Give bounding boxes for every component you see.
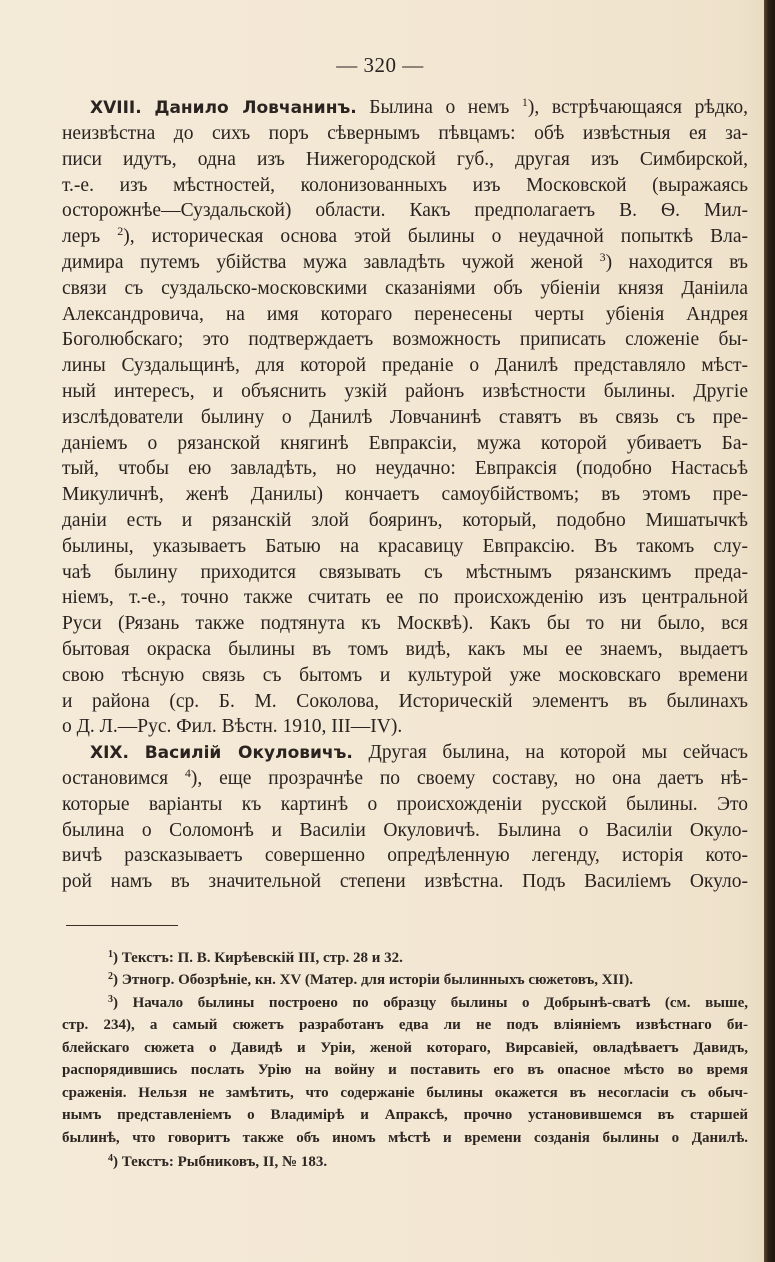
footnote-text: ) Этногр. Обозрѣніе, кн. XV (Матер. для исторіи былинныхъ сюжетовъ, XII).: [113, 972, 633, 988]
footnote-mark: 4: [108, 1153, 113, 1164]
footnote-line: сраженія. Нельзя не замѣтить, что содержаніе былины окажется въ несогласіи съ обыч-: [62, 1085, 748, 1101]
text-line: о Д. Л.—Рус. Фил. Вѣстн. 1910, III—IV).: [62, 716, 403, 737]
text-span: ) находится въ: [605, 252, 749, 273]
text-line: ніемъ, т.-е., точно также считать ее по происхожденію изъ центральной: [62, 587, 748, 608]
text-line: связи съ суздальско-московскими сказаніями объ убіеніи князя Даніила: [62, 278, 748, 299]
section-heading-title: Василій Окуловичъ.: [144, 743, 353, 763]
footnote-ref[interactable]: 4: [184, 766, 191, 780]
text-span: ), еще прозрачнѣе по своему составу, но она даетъ нѣ-: [190, 768, 748, 789]
footnote-text: ) Текстъ: Рыбниковъ, II, № 183.: [113, 1154, 328, 1170]
text-span: ), встрѣчающаяся рѣдко,: [527, 97, 748, 118]
footnote-line: распорядившись послать Урію на войну и поставить его въ опасное мѣсто во время: [62, 1062, 748, 1078]
text-line: бытовая окраска былины въ томъ видѣ, какъ мы ее знаемъ, выдаетъ: [62, 639, 748, 660]
text-line: былина о Соломонѣ и Василіи Окуловичѣ. Былина о Василіи Окуло-: [62, 820, 748, 841]
text-line: [62, 224, 748, 250]
footnote-line: былинѣ, что говоритъ также объ иномъ мѣстѣ и времени созданія былины о Данилѣ.: [62, 1130, 748, 1146]
text-line: Микуличнѣ, женѣ Данилы) кончаетъ самоубійствомъ; въ этомъ пре-: [62, 484, 748, 505]
text-line: изслѣдователи былину о Данилѣ Ловчанинѣ ставятъ въ связь съ пре-: [62, 407, 748, 428]
text-line: рой намъ въ значительной степени извѣстна. Подъ Василіемъ Окуло-: [62, 871, 748, 892]
footnote: [108, 969, 748, 991]
footnote: [108, 992, 748, 1014]
text-line: даніемъ о рязанской княгинѣ Евпраксіи, мужа которой убиваетъ Ба-: [62, 433, 748, 454]
footnote-text: ) Текстъ: П. В. Кирѣевскій III, стр. 28 и 32.: [113, 950, 403, 966]
text-line: [62, 766, 748, 792]
text-line: даніи есть и рязанскій злой бояринъ, который, подобно Мишатычкѣ: [62, 510, 748, 531]
text-line: неизвѣстна до сихъ поръ сѣвернымъ пѣвцамъ: обѣ извѣстныя ея за-: [62, 123, 748, 144]
text-line: Александровича, на имя котораго перенесены черты убіенія Андрея: [62, 304, 748, 325]
text-line: свою тѣсную связь съ бытомъ и культурой уже московскаго времени: [62, 665, 748, 686]
text-line: былины, указываетъ Батыю на красавицу Евпраксію. Въ такомъ слу-: [62, 536, 748, 557]
text-line: осторожнѣе—Суздальской) области. Какъ предполагаетъ В. Ѳ. Мил-: [62, 200, 748, 221]
text-span: леръ: [62, 226, 118, 247]
page-number: — 320 —: [336, 53, 424, 77]
footnote-line: нымъ представленіемъ о Владимірѣ и Апраксѣ, прочно установившемся въ старшей: [62, 1107, 748, 1123]
text-line: тый, чтобы ею завладѣть, но неудачно: Евпраксія (подобно Настасьѣ: [62, 458, 748, 479]
footnote-ref[interactable]: 2: [117, 224, 124, 238]
section-heading-numeral: XIX.: [90, 743, 129, 763]
footnote: [108, 1151, 748, 1173]
text-line: т.-е. изъ мѣстностей, колонизованныхъ изъ Московской (выражаясь: [62, 175, 748, 196]
text-span: ), историческая основа этой былины о неудачной попыткѣ Вла-: [123, 226, 748, 247]
text-line: лины Суздальщинѣ, для которой преданіе о Данилѣ представляло мѣст-: [62, 355, 748, 376]
footnote-line: стр. 234), а самый сюжетъ разработанъ едва ли не подъ вліяніемъ извѣстнаго би-: [62, 1017, 748, 1033]
text-line: и района (ср. Б. М. Соколова, Историческій элементъ въ былинахъ: [62, 691, 748, 712]
text-line: чаѣ былину приходится связывать съ мѣстнымъ рязанскимъ преда-: [62, 562, 748, 583]
footnote-ref[interactable]: 3: [599, 250, 606, 264]
footnote-mark: 3: [108, 994, 113, 1005]
text-line: ный интересъ, и объяснить узкій районъ извѣстности былины. Другіе: [62, 381, 748, 402]
text-line: вичѣ разсказываетъ совершенно опредѣленную легенду, исторія кото-: [62, 845, 748, 866]
footnote: [108, 947, 748, 969]
text-line: [90, 95, 748, 121]
book-spine-edge: [764, 0, 775, 1262]
text-line: писи идутъ, одна изъ Нижегородской губ., другая изъ Симбирской,: [62, 149, 748, 170]
section-heading-title: Данило Ловчанинъ.: [154, 98, 357, 118]
text-span: димира путемъ убійства мужа завладѣть чужой женой: [62, 252, 600, 273]
footnote-mark: 2: [108, 971, 113, 982]
text-span: остановимся: [62, 768, 185, 789]
footnote-ref[interactable]: 1: [521, 95, 528, 109]
text-line: Руси (Рязань также подтянута къ Москвѣ). Какъ бы то ни было, вся: [62, 613, 748, 634]
text-line: [90, 740, 748, 766]
text-line: Боголюбскаго; это подтверждаетъ возможность приписать сложеніе бы-: [62, 329, 748, 350]
section-heading-numeral: XVIII.: [90, 98, 142, 118]
text-line: [62, 250, 748, 276]
footnote-line: блейскаго сюжета о Давидѣ и Уріи, женой котораго, Вирсавіей, овладѣваетъ Давидъ,: [62, 1040, 748, 1056]
text-line: которые варіанты къ картинѣ о происхожденіи русской былины. Это: [62, 794, 748, 815]
footnote-text: ) Начало былины построено по образцу былины о Добрынѣ-сватѣ (см. выше,: [113, 995, 748, 1011]
text-span: Былина о немъ: [356, 97, 522, 118]
footnote-separator: [66, 925, 178, 926]
text-span: Другая былина, на которой мы сейчасъ: [352, 742, 749, 763]
footnote-mark: 1: [108, 949, 113, 960]
